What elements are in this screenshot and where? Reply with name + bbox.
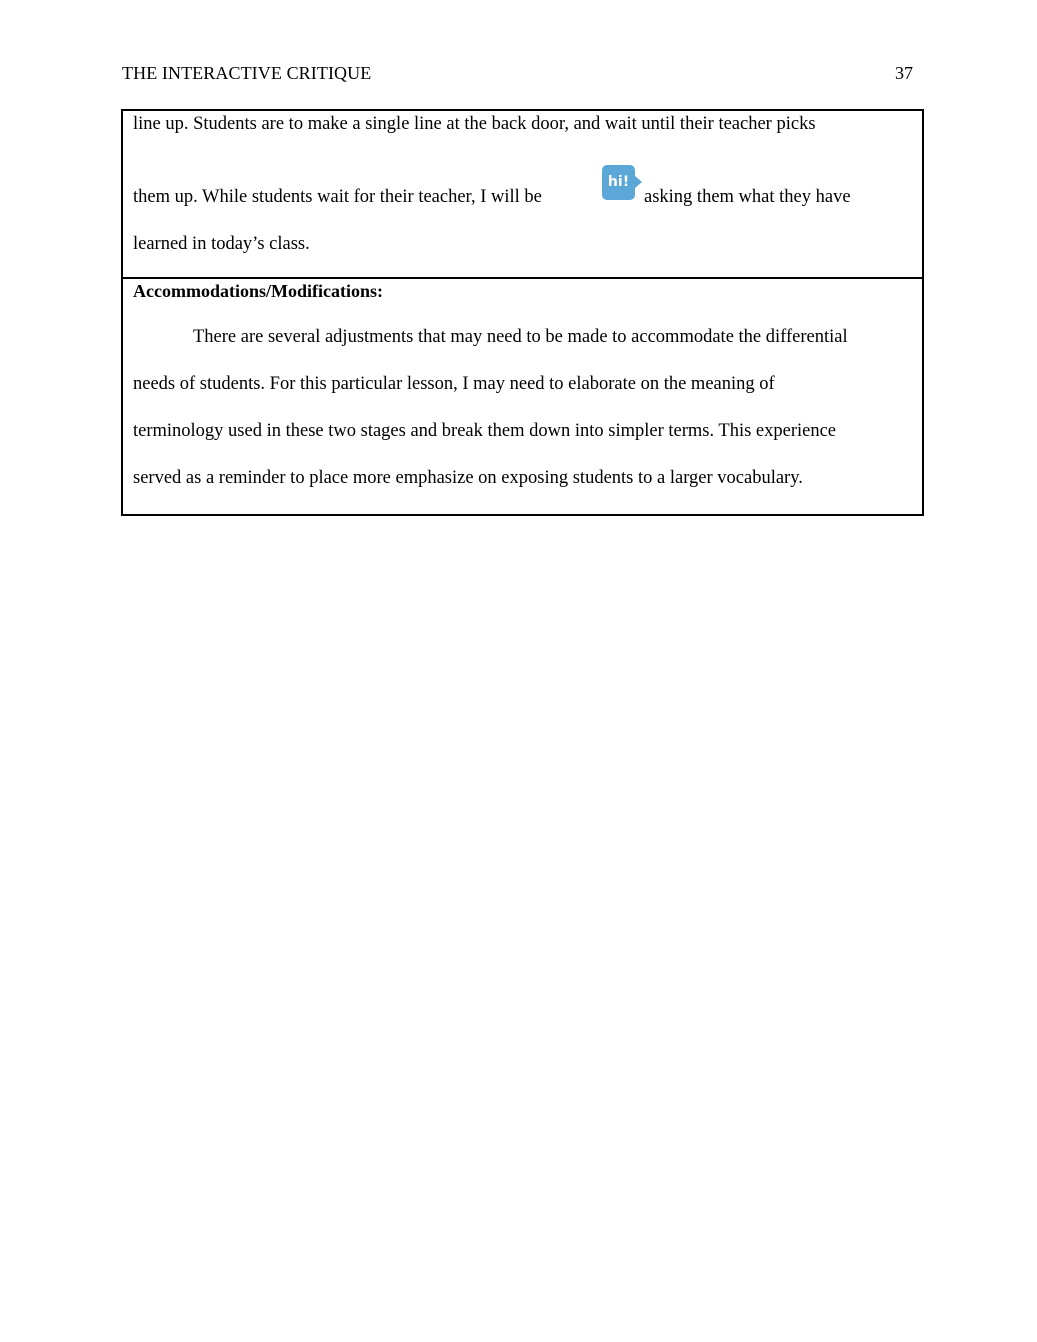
text-line: terminology used in these two stages and break them down into simpler terms. This experience: [133, 421, 837, 441]
text-line-continuation: asking them what they have: [644, 187, 851, 207]
running-head: THE INTERACTIVE CRITIQUE: [122, 63, 372, 83]
text-line: learned in today’s class.: [133, 234, 310, 254]
table-cell-closure: [123, 111, 922, 279]
text-line: line up. Students are to make a single line at the back door, and wait until their teacher picks: [133, 114, 816, 134]
page-number: 37: [895, 63, 913, 83]
lesson-plan-table: [121, 109, 924, 516]
text-line: served as a reminder to place more emphasize on exposing students to a larger vocabulary.: [133, 468, 803, 488]
text-line: needs of students. For this particular lesson, I may need to elaborate on the meaning of: [133, 374, 775, 394]
text-line: There are several adjustments that may need to be made to accommodate the differential: [193, 327, 848, 347]
section-heading: Accommodations/Modifications:: [133, 281, 383, 301]
text-line: them up. While students wait for their teacher, I will be: [133, 187, 542, 207]
table-cell-accommodations: [123, 279, 922, 514]
hi-chat-badge[interactable]: hi!: [602, 165, 635, 200]
